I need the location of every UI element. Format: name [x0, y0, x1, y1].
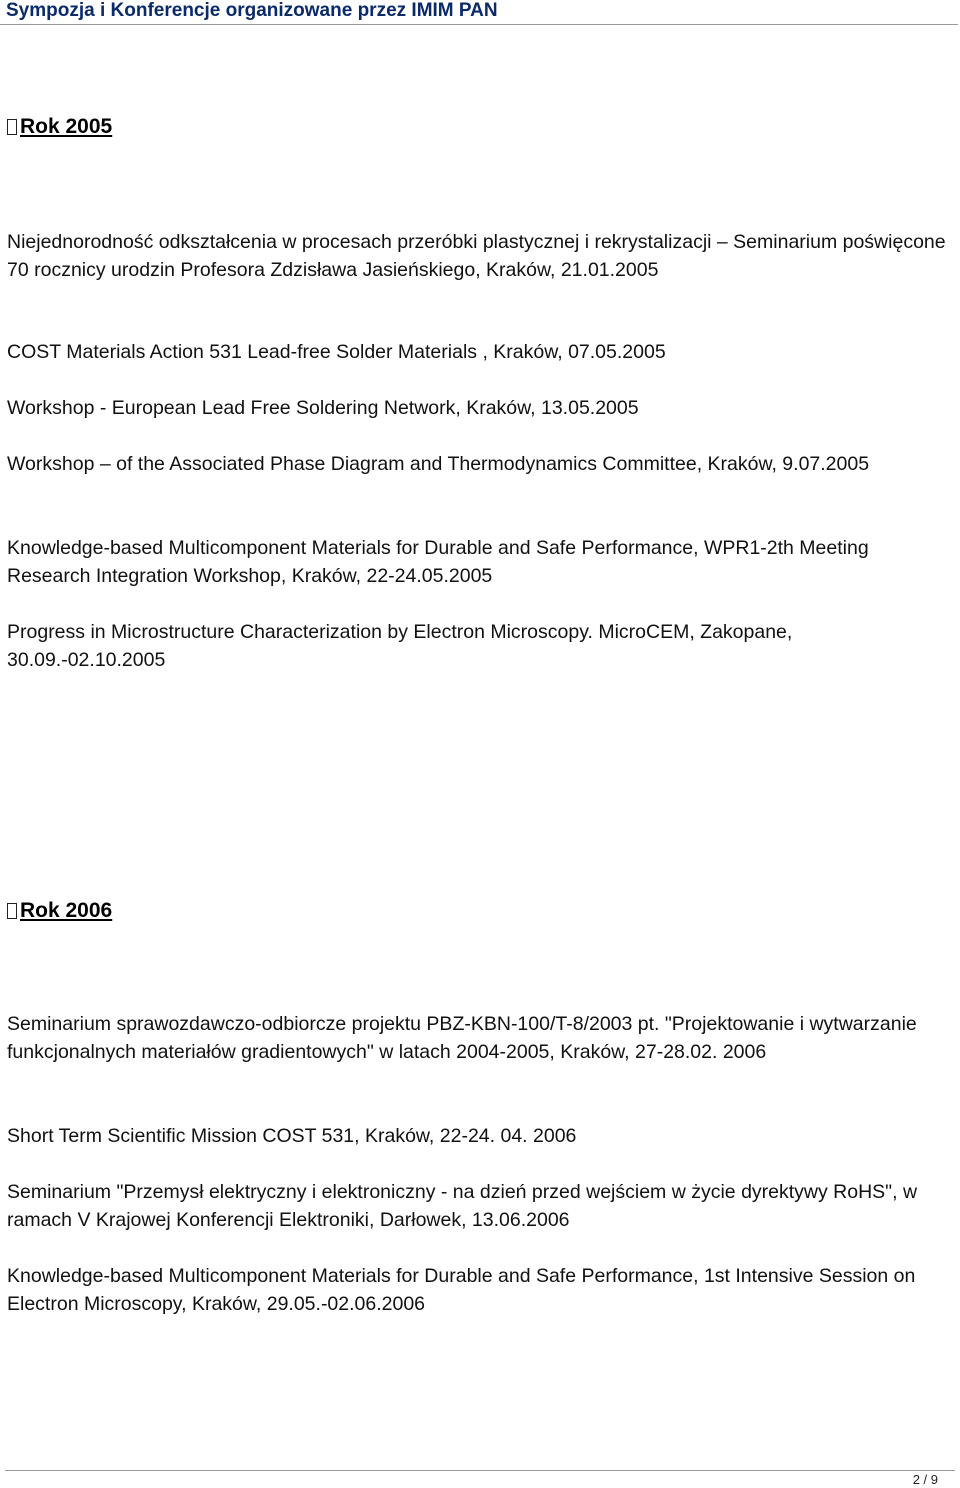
list-item: Workshop - European Lead Free Soldering Network, Kraków, 13.05.2005: [7, 397, 639, 419]
list-item: Knowledge-based Multicomponent Materials for Durable and Safe Performance, WPR1-2th Meeting Research Integration Workshop, Kraków, 22-24.05.2005: [7, 537, 869, 587]
list-item: Progress in Microstructure Characterization by Electron Microscopy. MicroCEM, Zakopane, 30.09.-02.10.2005: [7, 621, 793, 671]
section-heading-label: Rok 2006: [20, 899, 113, 922]
header-title: Sympozja i Konferencje organizowane przez IMIM PAN: [6, 0, 498, 21]
list-item: Knowledge-based Multicomponent Materials for Durable and Safe Performance, 1st Intensive Session on Electron Microscopy, Kraków, 29.05.-02.06.2006: [7, 1265, 916, 1315]
list-item: Niejednorodność odkształcenia w procesach przeróbki plastycznej i rekrystalizacji – Seminarium poświęcone 70 rocznicy urodzin Profesora Zdzisława Jasieńskiego, Kraków, 21.01.2005: [7, 231, 946, 281]
footer-divider: [5, 1470, 955, 1471]
section-heading-2006[interactable]: [7, 898, 112, 924]
page-number: 2 / 9: [912, 1472, 938, 1487]
list-item: Short Term Scientific Mission COST 531, Kraków, 22-24. 04. 2006: [7, 1125, 577, 1147]
list-item: Seminarium "Przemysł elektryczny i elektroniczny - na dzień przed wejściem w życie dyrektywy RoHS", w ramach V Krajowej Konferencji Elektroniki, Darłowek, 13.06.2006: [7, 1181, 918, 1231]
section-heading-2005[interactable]: [7, 114, 112, 140]
section-heading-label: Rok 2005: [20, 115, 113, 138]
page-header: [0, 0, 958, 25]
missing-glyph-icon: [7, 119, 17, 135]
list-item: COST Materials Action 531 Lead-free Solder Materials , Kraków, 07.05.2005: [7, 341, 666, 363]
list-item: Workshop – of the Associated Phase Diagram and Thermodynamics Committee, Kraków, 9.07.2005: [7, 453, 870, 475]
list-item: Seminarium sprawozdawczo-odbiorcze projektu PBZ-KBN-100/T-8/2003 pt. "Projektowanie i wytwarzanie funkcjonalnych materiałów gradientowych" w latach 2004-2005, Kraków, 27-28.02. 2006: [7, 1013, 917, 1063]
missing-glyph-icon: [7, 903, 17, 919]
